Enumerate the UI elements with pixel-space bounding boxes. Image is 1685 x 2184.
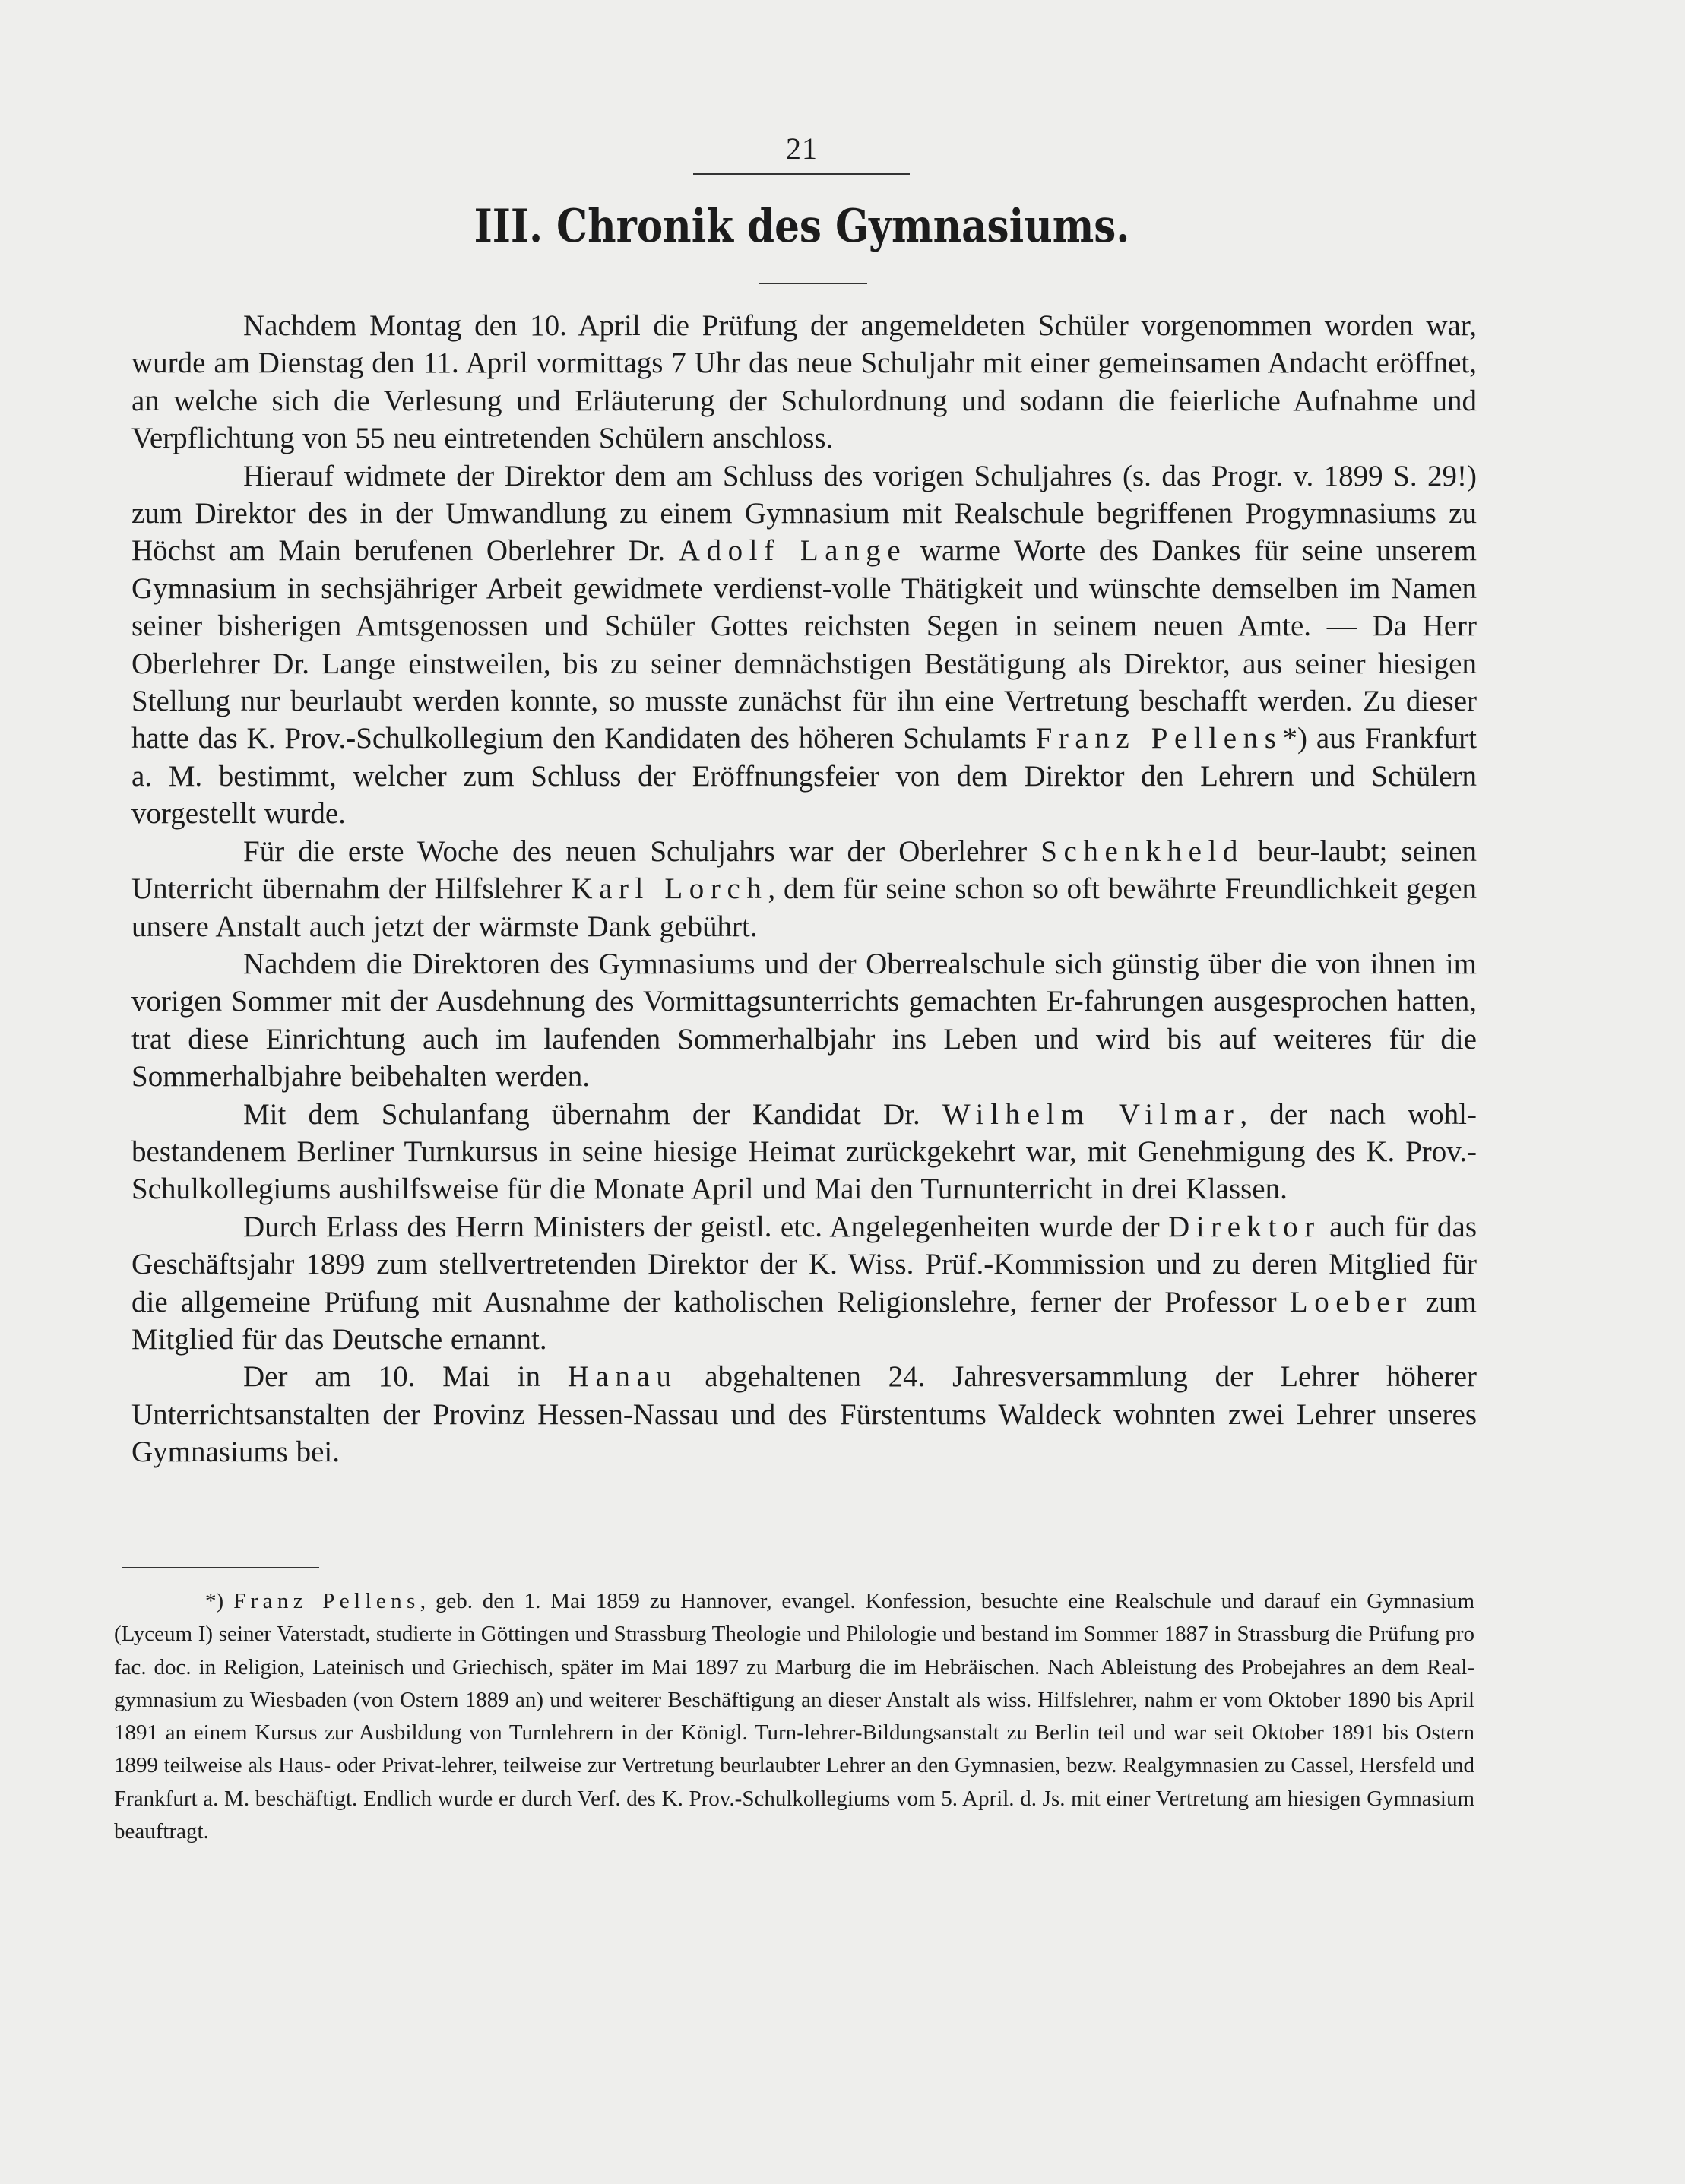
spaced-name-adolf-lange: Adolf Lange	[678, 534, 907, 568]
paragraph-5	[131, 1096, 1477, 1208]
paragraph-5-text-a: Mit dem Schulanfang übernahm der Kandidat Dr.	[243, 1097, 920, 1131]
paragraph-2-text-b: warme Worte des Dankes für seine unserem Gymnasium in sechsjähriger Arbeit gewidmete verdienst-volle Thätigkeit und wünschte demselben im Namen seiner bisherigen Amtsgenossen und Schüler Gottes reichsten Segen in seinem neuen Amte. — Da Herr Oberlehrer Dr. Lange einstweilen, bis zu seiner demnächstigen Bestätigung als Direktor, aus seiner hiesigen Stellung nur beurlaubt werden konnte, so musste zunächst für ihn eine Vertretung beschafft werden. Zu dieser hatte das K. Prov.-Schulkollegium den Kandidaten des höheren Schulamts	[131, 534, 1478, 755]
title-rule	[759, 283, 867, 284]
paragraph-6	[131, 1208, 1477, 1359]
paragraph-1: Nachdem Montag den 10. April die Prüfung der angemeldeten Schüler vorgenommen worden war, wurde am Dienstag den 11. April vormittags 7 Uhr das neue Schuljahr mit einer gemeinsamen Andacht eröffnet, an welche sich die Verlesung und Erläuterung der Schulordnung und sodann die feierliche Aufnahme und Verpflichtung von 55 neu eintretenden Schülern anschloss.	[131, 309, 1477, 455]
paragraph-7	[131, 1358, 1477, 1470]
paragraph-4: Nachdem die Direktoren des Gymnasiums und der Oberrealschule sich günstig über die von ihnen im vorigen Sommer mit der Ausdehnung des Vormittagsunterrichts gemachten Er-fahrungen ausgesprochen hatten, trat diese Einrichtung auch im laufenden Sommerhalbjahr ins Leben und wird bis auf weiteres für die Sommerhalbjahre beibehalten werden.	[131, 947, 1477, 1094]
paragraph-5-text-b: , der nach wohl-bestandenem Berliner Turnkursus in seine hiesige Heimat zurückgekehrt war, mit Genehmigung des K. Prov.-Schulkollegiums aushilfsweise für die Monate April und Mai den Turnunterricht in drei Klassen.	[131, 1097, 1477, 1206]
paragraph-7-text-a: Der am 10. Mai in	[243, 1360, 541, 1394]
spaced-name-loeber: Loeber	[1289, 1285, 1413, 1318]
paragraph-2	[131, 457, 1477, 833]
paragraph-2-text-c: *) aus Frankfurt a. M. bestimmt, welcher zum Schluss der Eröffnungsfeier von dem Direktor den Lehrern und Schülern vorgestellt wurde.	[131, 722, 1477, 831]
spaced-name-wilhelm-vilmar: Wilhelm Vilmar	[942, 1097, 1240, 1131]
body-text	[131, 307, 1477, 1471]
footnote-rule	[122, 1567, 319, 1568]
paragraph-3-text-b: beur-laubt; seinen Unterricht übernahm der Hilfslehrer	[131, 834, 1478, 906]
spaced-name-karl-lorch: Karl Lorch	[571, 872, 768, 906]
paragraph-7-text-b: abgehaltenen 24. Jahresversammlung der Lehrer höherer Unterrichtsanstalten der Provinz Hessen-Nassau und des Fürstentums Waldeck wohnten zwei Lehrer unseres Gymnasiums bei.	[131, 1360, 1477, 1469]
spaced-name-schenkheld: Schenkheld	[1040, 834, 1244, 868]
paragraph-3	[131, 833, 1477, 945]
spaced-name-franz-pellens: Franz Pellens	[1035, 722, 1283, 755]
paragraph-6-text-b: auch für das Geschäftsjahr 1899 zum stellvertretenden Direktor der K. Wiss. Prüf.-Kommission und zu deren Mitglied für die allgemeine Prüfung mit Ausnahme der katholischen Religionslehre, ferner der Professor	[131, 1210, 1478, 1318]
paragraph-6-text-a: Durch Erlass des Herrn Ministers der geistl. etc. Angelegenheiten wurde der	[243, 1210, 1160, 1243]
paragraph-3-text-a: Für die erste Woche des neuen Schuljahrs war der Oberlehrer	[243, 834, 1028, 868]
footnote-text: , geb. den 1. Mai 1859 zu Hannover, evangel. Konfession, besuchte eine Realschule und darauf ein Gymnasium (Lyceum I) seiner Vaterstadt, studierte in Göttingen und Strassburg Theologie und Philologie und bestand im Sommer 1887 in Strassburg die Prüfung pro fac. doc. in Religion, Lateinisch und Griechisch, später im Mai 1897 zu Marburg die im Hebräischen. Nach Ableistung des Probejahres an dem Real-gymnasium zu Wiesbaden (von Ostern 1889 an) und weiterer Beschäftigung an dieser Anstalt als wiss. Hilfslehrer, nahm er vom Oktober 1890 bis April 1891 an einem Kursus zur Ausbildung von Turnlehrern in der Königl. Turn-lehrer-Bildungsanstalt zu Berlin teil und war seit Oktober 1891 bis Ostern 1899 teilweise als Haus- oder Privat-lehrer, teilweise zur Vertretung beurlaubter Lehrer an den Gymnasien, bezw. Realgymnasien zu Cassel, Hersfeld und Frankfurt a. M. beschäftigt. Endlich wurde er durch Verf. des K. Prov.-Schulkollegiums vom 5. April. d. Js. mit einer Vertretung am hiesigen Gymnasium beauftragt.	[114, 1589, 1475, 1844]
paragraph-6-text-c: zum Mitglied für das Deutsche ernannt.	[131, 1285, 1478, 1356]
chapter-title: III. Chronik des Gymnasiums.	[474, 200, 1130, 253]
spaced-word-direktor: Direktor	[1167, 1210, 1321, 1243]
spaced-place-hanau: Hanau	[567, 1360, 678, 1394]
footnote-spaced-name: Franz Pellens	[233, 1589, 420, 1613]
footnote-marker: *)	[205, 1589, 224, 1613]
paragraph-2-text-a: Hierauf widmete der Direktor dem am Schluss des vorigen Schuljahres (s. das Progr. v. 1899 S. 29!) zum Direktor des in der Umwandlung zu einem Gymnasium mit Realschule begriffenen Progymnasiums zu Höchst am Main berufenen Oberlehrer Dr.	[131, 459, 1477, 568]
paragraph-3-text-c: , dem für seine schon so oft bewährte Freundlichkeit gegen unsere Anstalt auch jetzt der wärmste Dank gebührt.	[131, 872, 1478, 943]
footnote	[114, 1585, 1474, 1848]
page-number: 21	[786, 131, 818, 166]
page-number-rule	[693, 173, 910, 175]
